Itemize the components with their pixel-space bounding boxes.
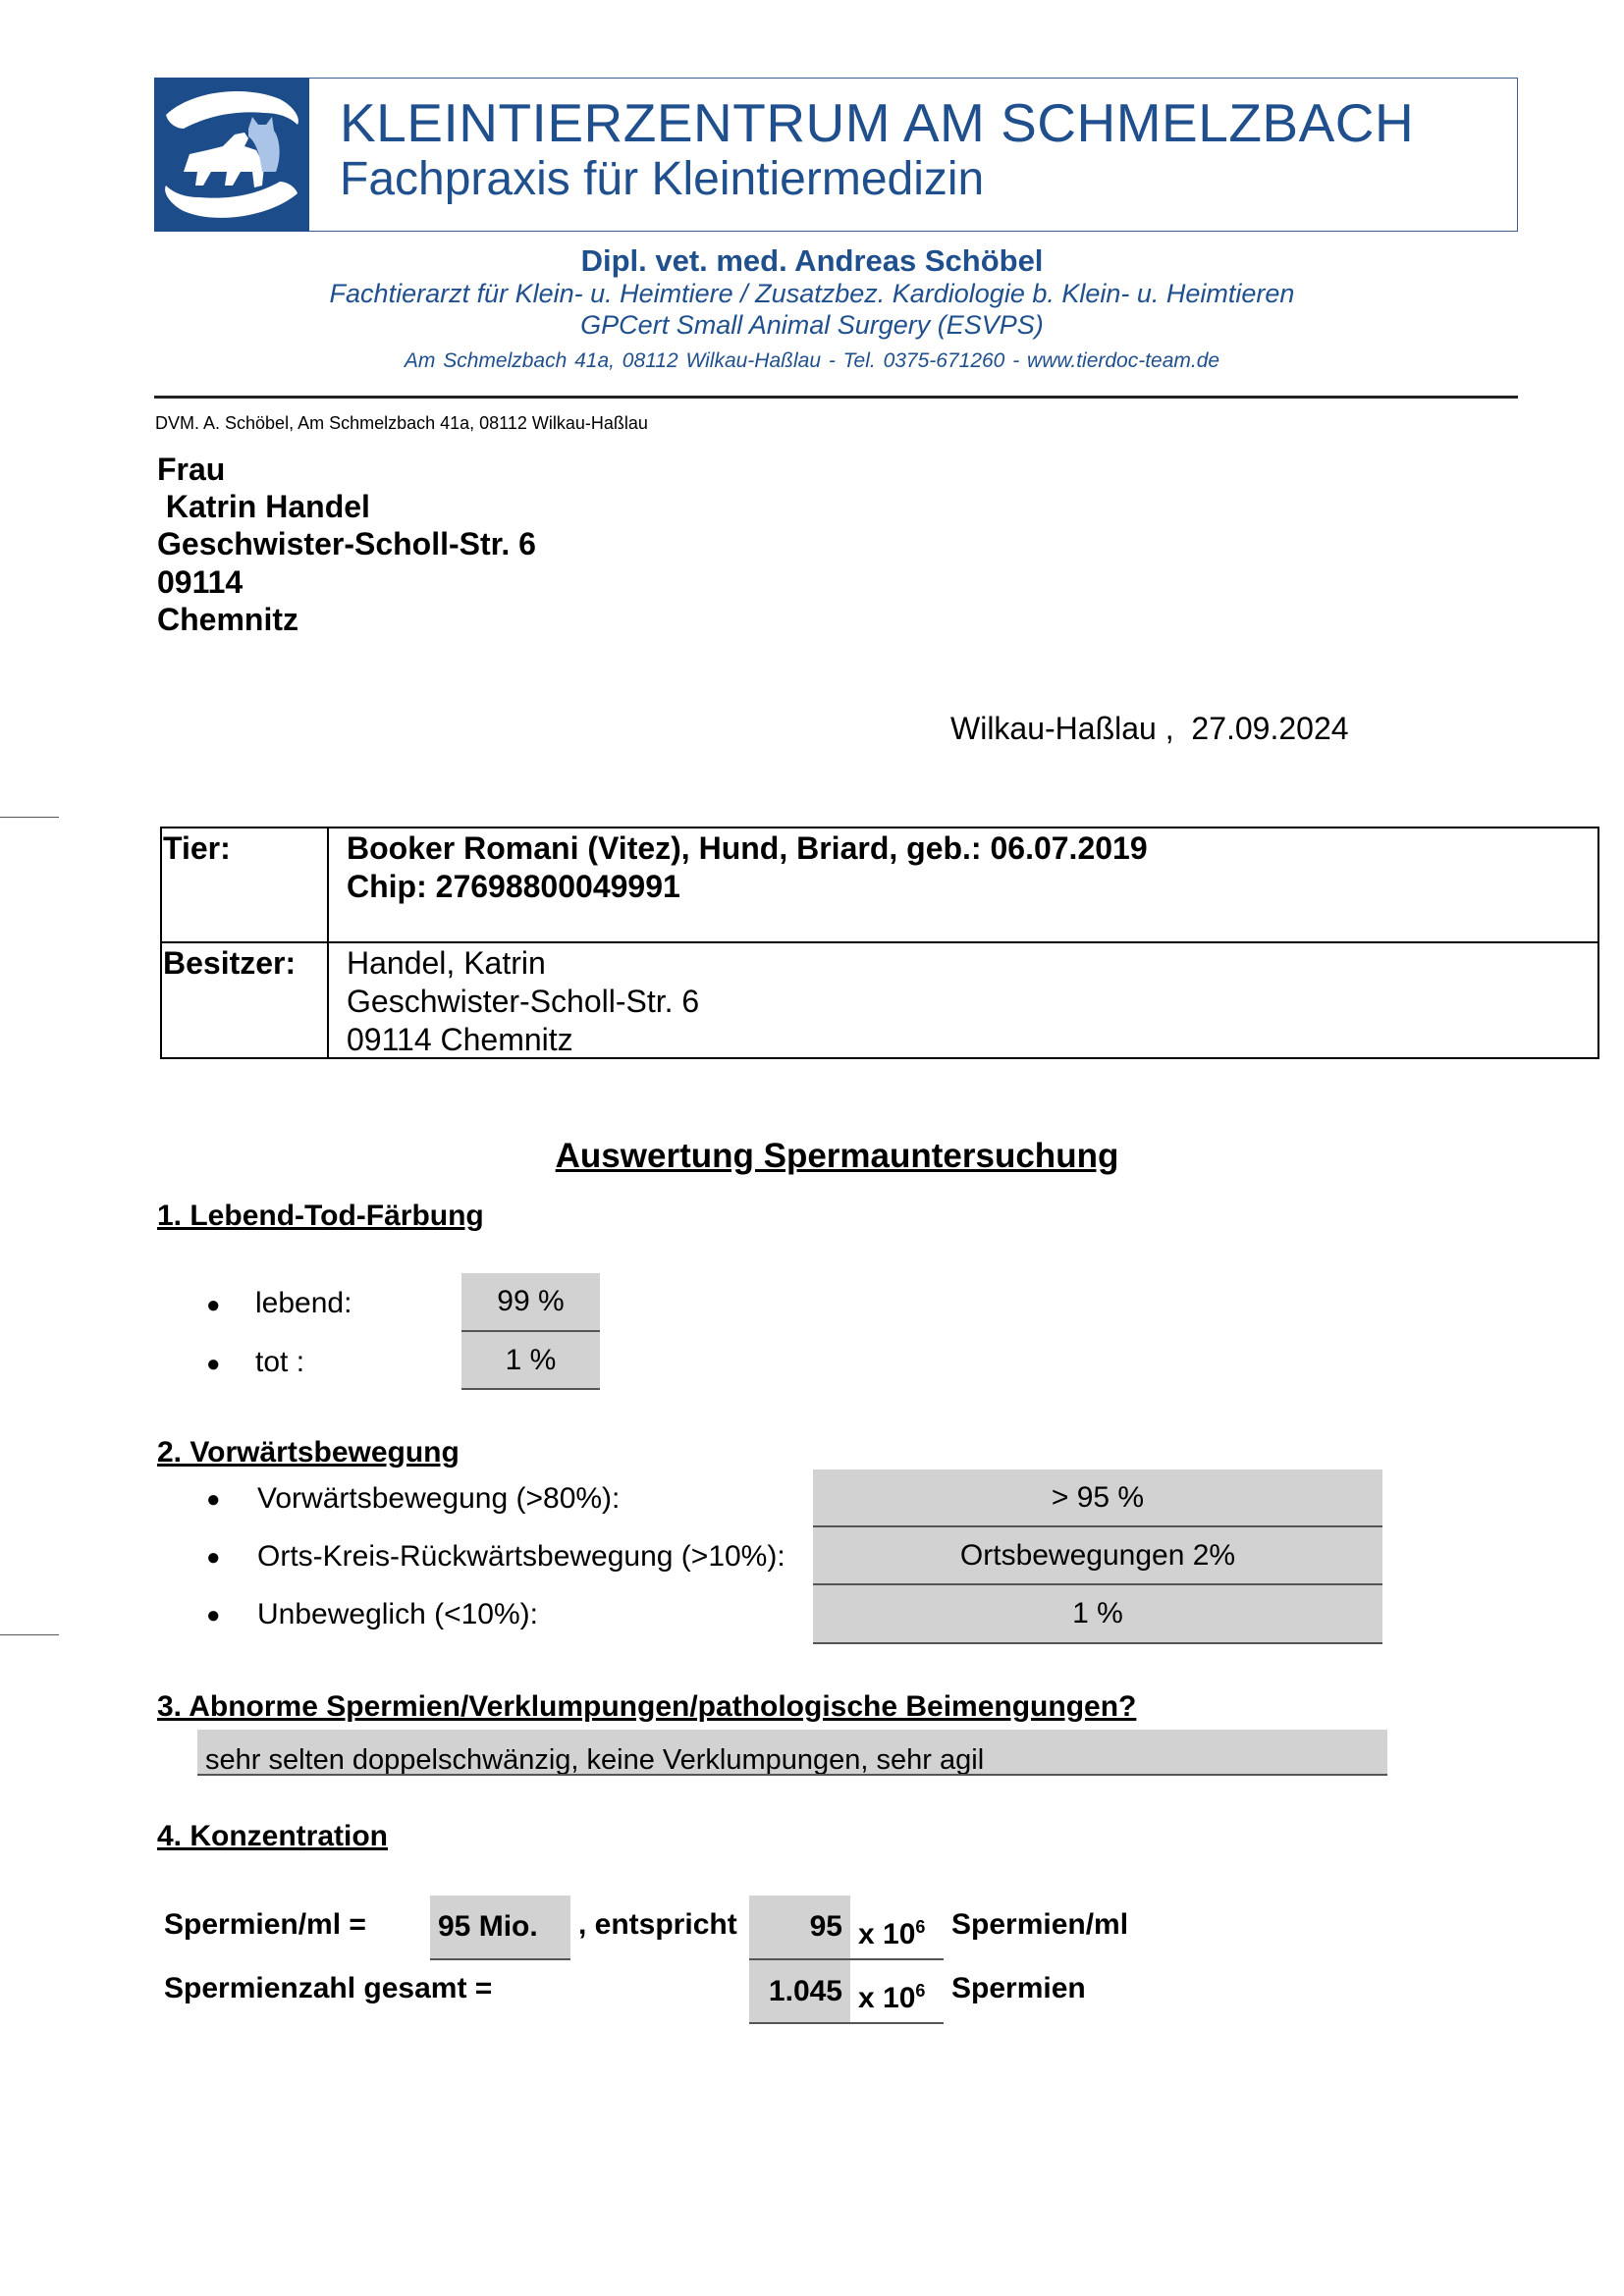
bullet-icon: ● [206, 1292, 221, 1318]
abnormalities-value: sehr selten doppelschwänzig, keine Verklumpungen, sehr agil [197, 1730, 1387, 1776]
specialty-line-2: GPCert Small Animal Surgery (ESVPS) [580, 310, 1044, 340]
bullet-icon: ● [206, 1486, 221, 1513]
concentration-label: Spermien/ml = [164, 1908, 366, 1941]
recipient-name: Katrin Handel [157, 489, 370, 524]
alive-value: 99 % [461, 1273, 600, 1332]
section-1-heading: 1. Lebend-Tod-Färbung [157, 1200, 484, 1232]
immobile-label: Unbeweglich (<10%): [257, 1598, 538, 1630]
clinic-name: KLEINTIERZENTRUM AM SCHMELZBACH [340, 92, 1415, 153]
owner-city: 09114 Chemnitz [347, 1022, 573, 1057]
forward-motion-label: Vorwärtsbewegung (>80%): [257, 1482, 621, 1515]
bullet-icon: ● [206, 1544, 221, 1571]
chip-value: Chip: 27698800049991 [347, 869, 680, 904]
dead-value: 1 % [461, 1332, 600, 1390]
animal-value: Booker Romani (Vitez), Hund, Briard, geb.: 06.07.2019 [347, 830, 1148, 866]
section-2-heading: 2. Vorwärtsbewegung [157, 1436, 460, 1468]
contact-line: Am Schmelzbach 41a, 08112 Wilkau-Haßlau - Tel. 0375-671260 - www.tierdoc-team.de [404, 349, 1220, 372]
owner-street: Geschwister-Scholl-Str. 6 [347, 984, 700, 1019]
recipient-zip: 09114 [157, 564, 244, 600]
total-count-label: Spermienzahl gesamt = [164, 1972, 493, 2004]
fold-mark [0, 1634, 59, 1635]
bullet-icon: ● [206, 1602, 221, 1629]
doctor-name: Dipl. vet. med. Andreas Schöbel [580, 243, 1044, 278]
total-count-unit: Spermien [951, 1972, 1086, 2004]
section-4-heading: 4. Konzentration [157, 1820, 389, 1852]
animal-label: Tier: [163, 830, 231, 866]
concentration-factor: x $10^6$ [850, 1896, 944, 1960]
fold-mark [0, 817, 59, 818]
return-address: DVM. A. Schöbel, Am Schmelzbach 41a, 08112 Wilkau-Haßlau [155, 413, 648, 433]
hands-cat-dog-logo-icon [154, 78, 309, 232]
table-row-divider [160, 941, 1599, 943]
recipient-salutation: Frau [157, 452, 226, 487]
alive-label: lebend: [255, 1287, 352, 1319]
clinic-subtitle: Fachpraxis für Kleintiermedizin [340, 153, 985, 205]
table-column-divider [327, 827, 329, 1059]
total-count-value: 1.045 [749, 1960, 850, 2024]
immobile-value: 1 % [813, 1585, 1382, 1644]
owner-label: Besitzer: [163, 945, 297, 981]
specialty-line-1: Fachtierarzt für Klein- u. Heimtiere / Zusatzbez. Kardiologie b. Klein- u. Heimtieren [329, 279, 1295, 308]
recipient-city: Chemnitz [157, 602, 298, 637]
owner-name: Handel, Katrin [347, 945, 546, 981]
concentration-unit: Spermien/ml [951, 1908, 1129, 1941]
date-line: Wilkau-Haßlau , 27.09.2024 [950, 711, 1349, 746]
recipient-street: Geschwister-Scholl-Str. 6 [157, 526, 536, 561]
dead-label: tot : [255, 1346, 305, 1378]
local-motion-label: Orts-Kreis-Rückwärtsbewegung (>10%): [257, 1540, 785, 1573]
equivalent-label: , entspricht [578, 1908, 737, 1941]
bullet-icon: ● [206, 1351, 221, 1377]
section-3-heading: 3. Abnorme Spermien/Verklumpungen/pathologische Beimengungen? [157, 1690, 1137, 1723]
concentration-value: 95 [749, 1896, 850, 1960]
forward-motion-value: > 95 % [813, 1469, 1382, 1527]
report-title: Auswertung Spermauntersuchung [555, 1137, 1119, 1175]
local-motion-value: Ortsbewegungen 2% [813, 1527, 1382, 1585]
header-divider [154, 396, 1518, 399]
concentration-mio: 95 Mio. [430, 1896, 570, 1960]
total-count-factor: x $10^6$ [850, 1960, 944, 2024]
